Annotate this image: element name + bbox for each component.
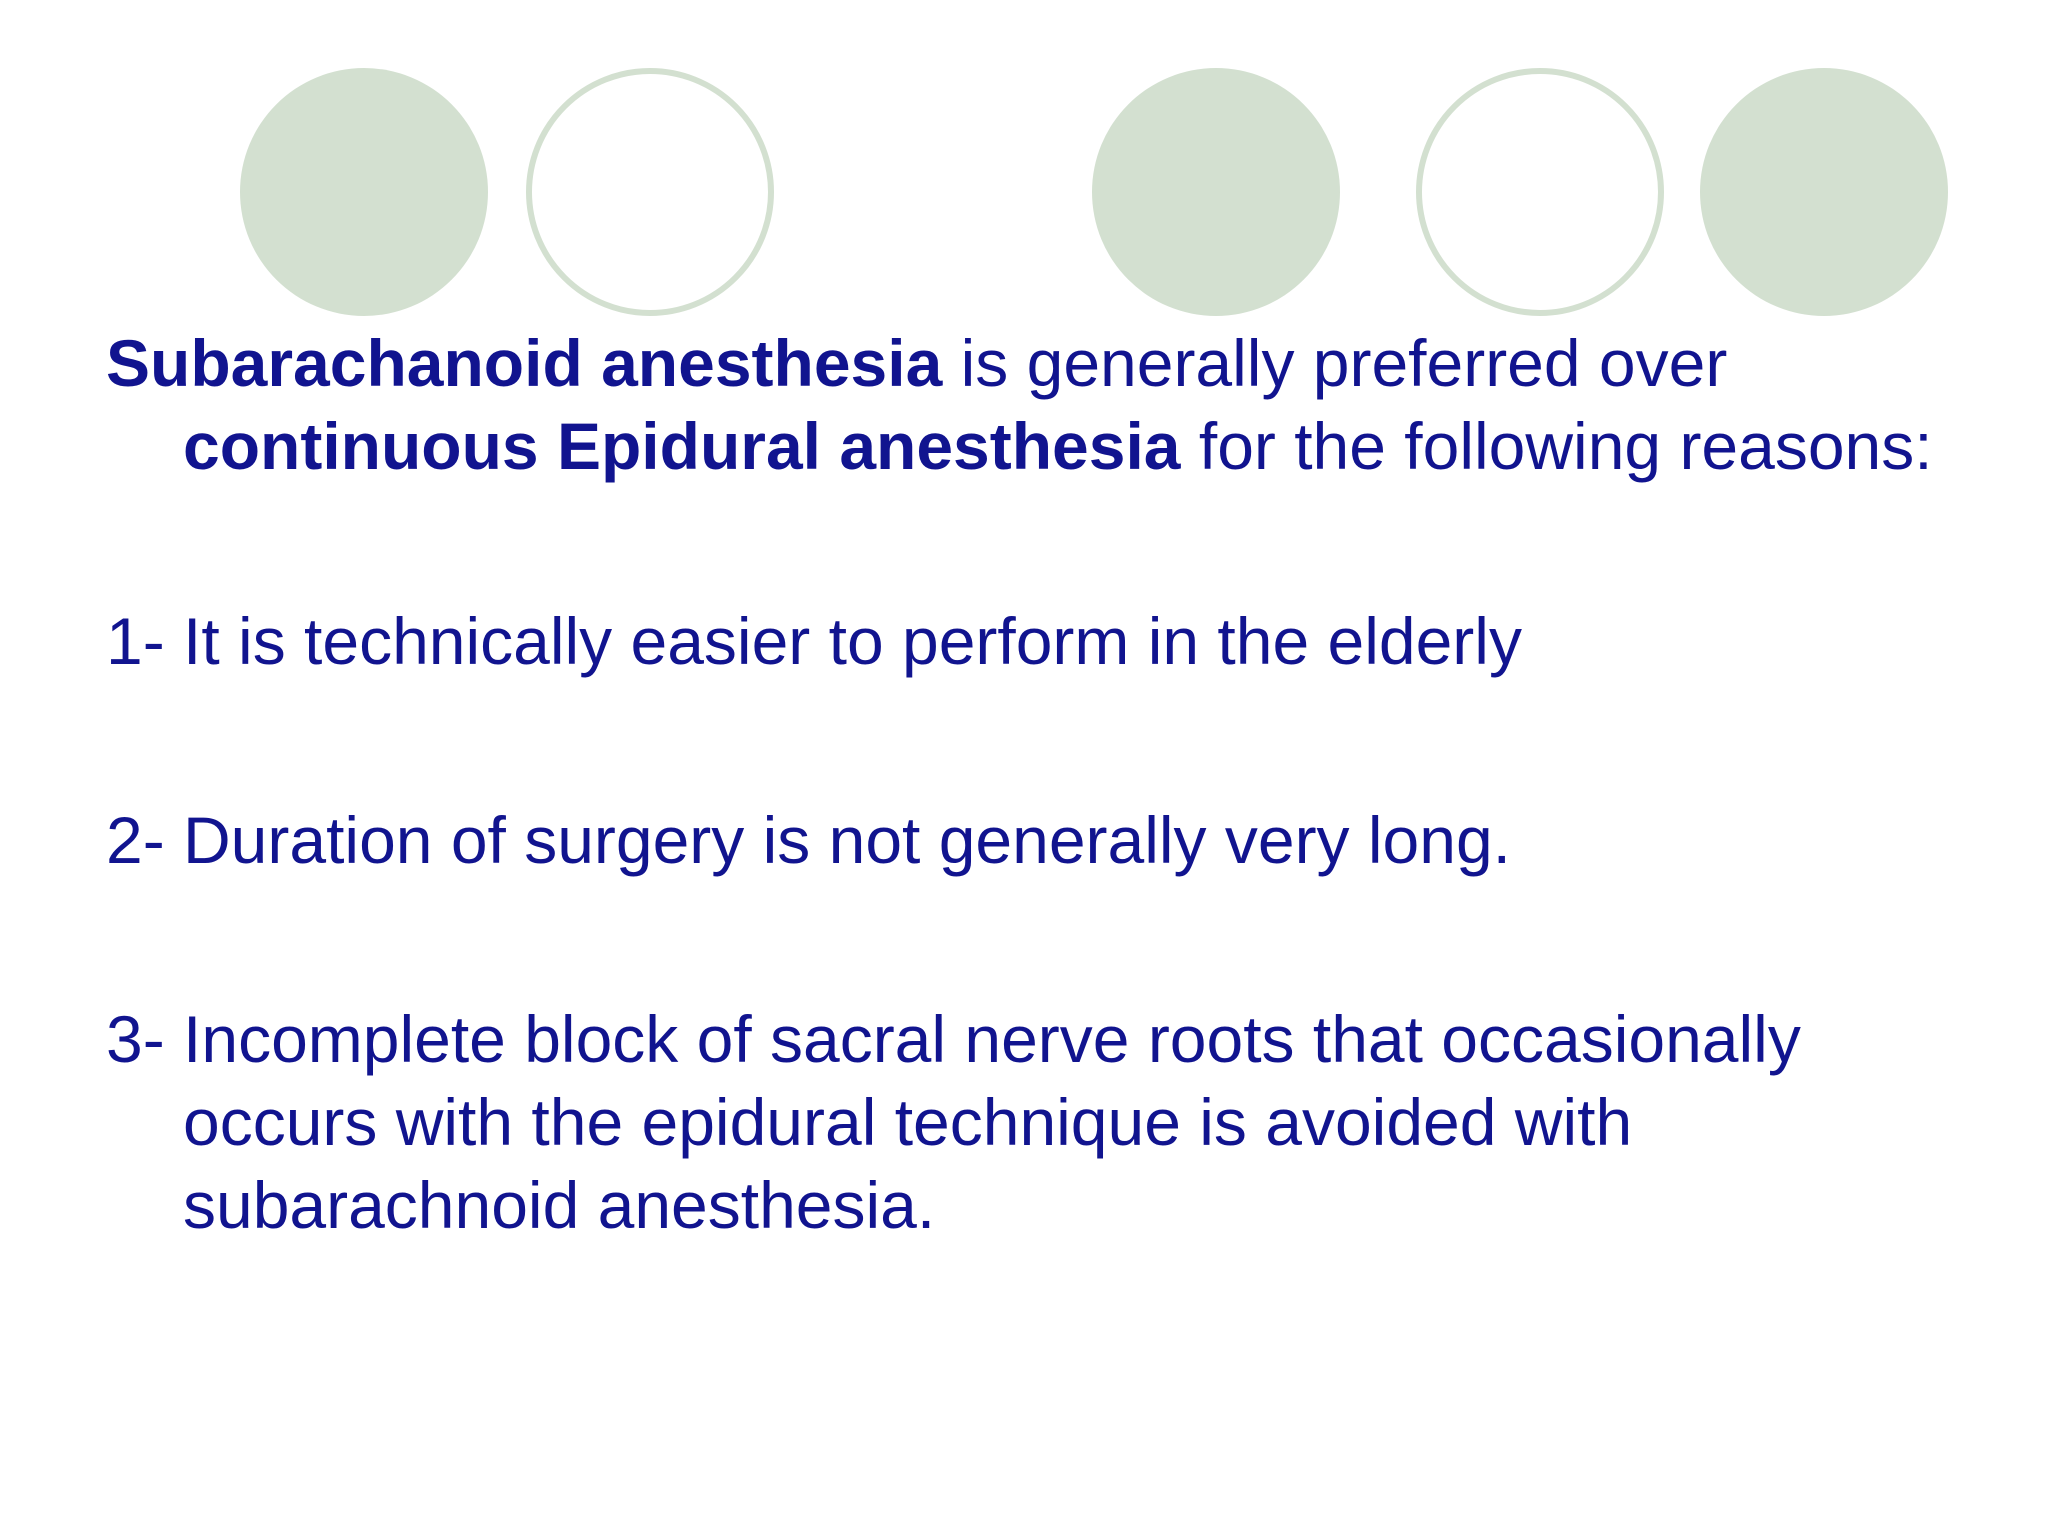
decorative-circle-filled bbox=[240, 68, 488, 316]
decorative-circle-outline bbox=[526, 68, 774, 316]
intro-bold-term-2: continuous Epidural anesthesia bbox=[183, 409, 1181, 483]
intro-bold-term-1: Subarachanoid anesthesia bbox=[106, 326, 943, 400]
decorative-circle-filled bbox=[1700, 68, 1948, 316]
reason-3: 3- Incomplete block of sacral nerve roots that occasionally occurs with the epidural technique is avoided with subarachnoid anesthesia. bbox=[106, 1002, 1801, 1242]
reason-1: 1- It is technically easier to perform in the elderly bbox=[106, 604, 1522, 678]
intro-paragraph bbox=[106, 322, 1986, 488]
slide-body bbox=[106, 322, 1986, 1247]
intro-text-1: is generally preferred over bbox=[942, 326, 1728, 400]
reason-2: 2- Duration of surgery is not generally very long. bbox=[106, 803, 1512, 877]
decorative-circle-filled bbox=[1092, 68, 1340, 316]
decorative-circle-outline bbox=[1416, 68, 1664, 316]
intro-text-2: for the following reasons: bbox=[1180, 409, 1933, 483]
